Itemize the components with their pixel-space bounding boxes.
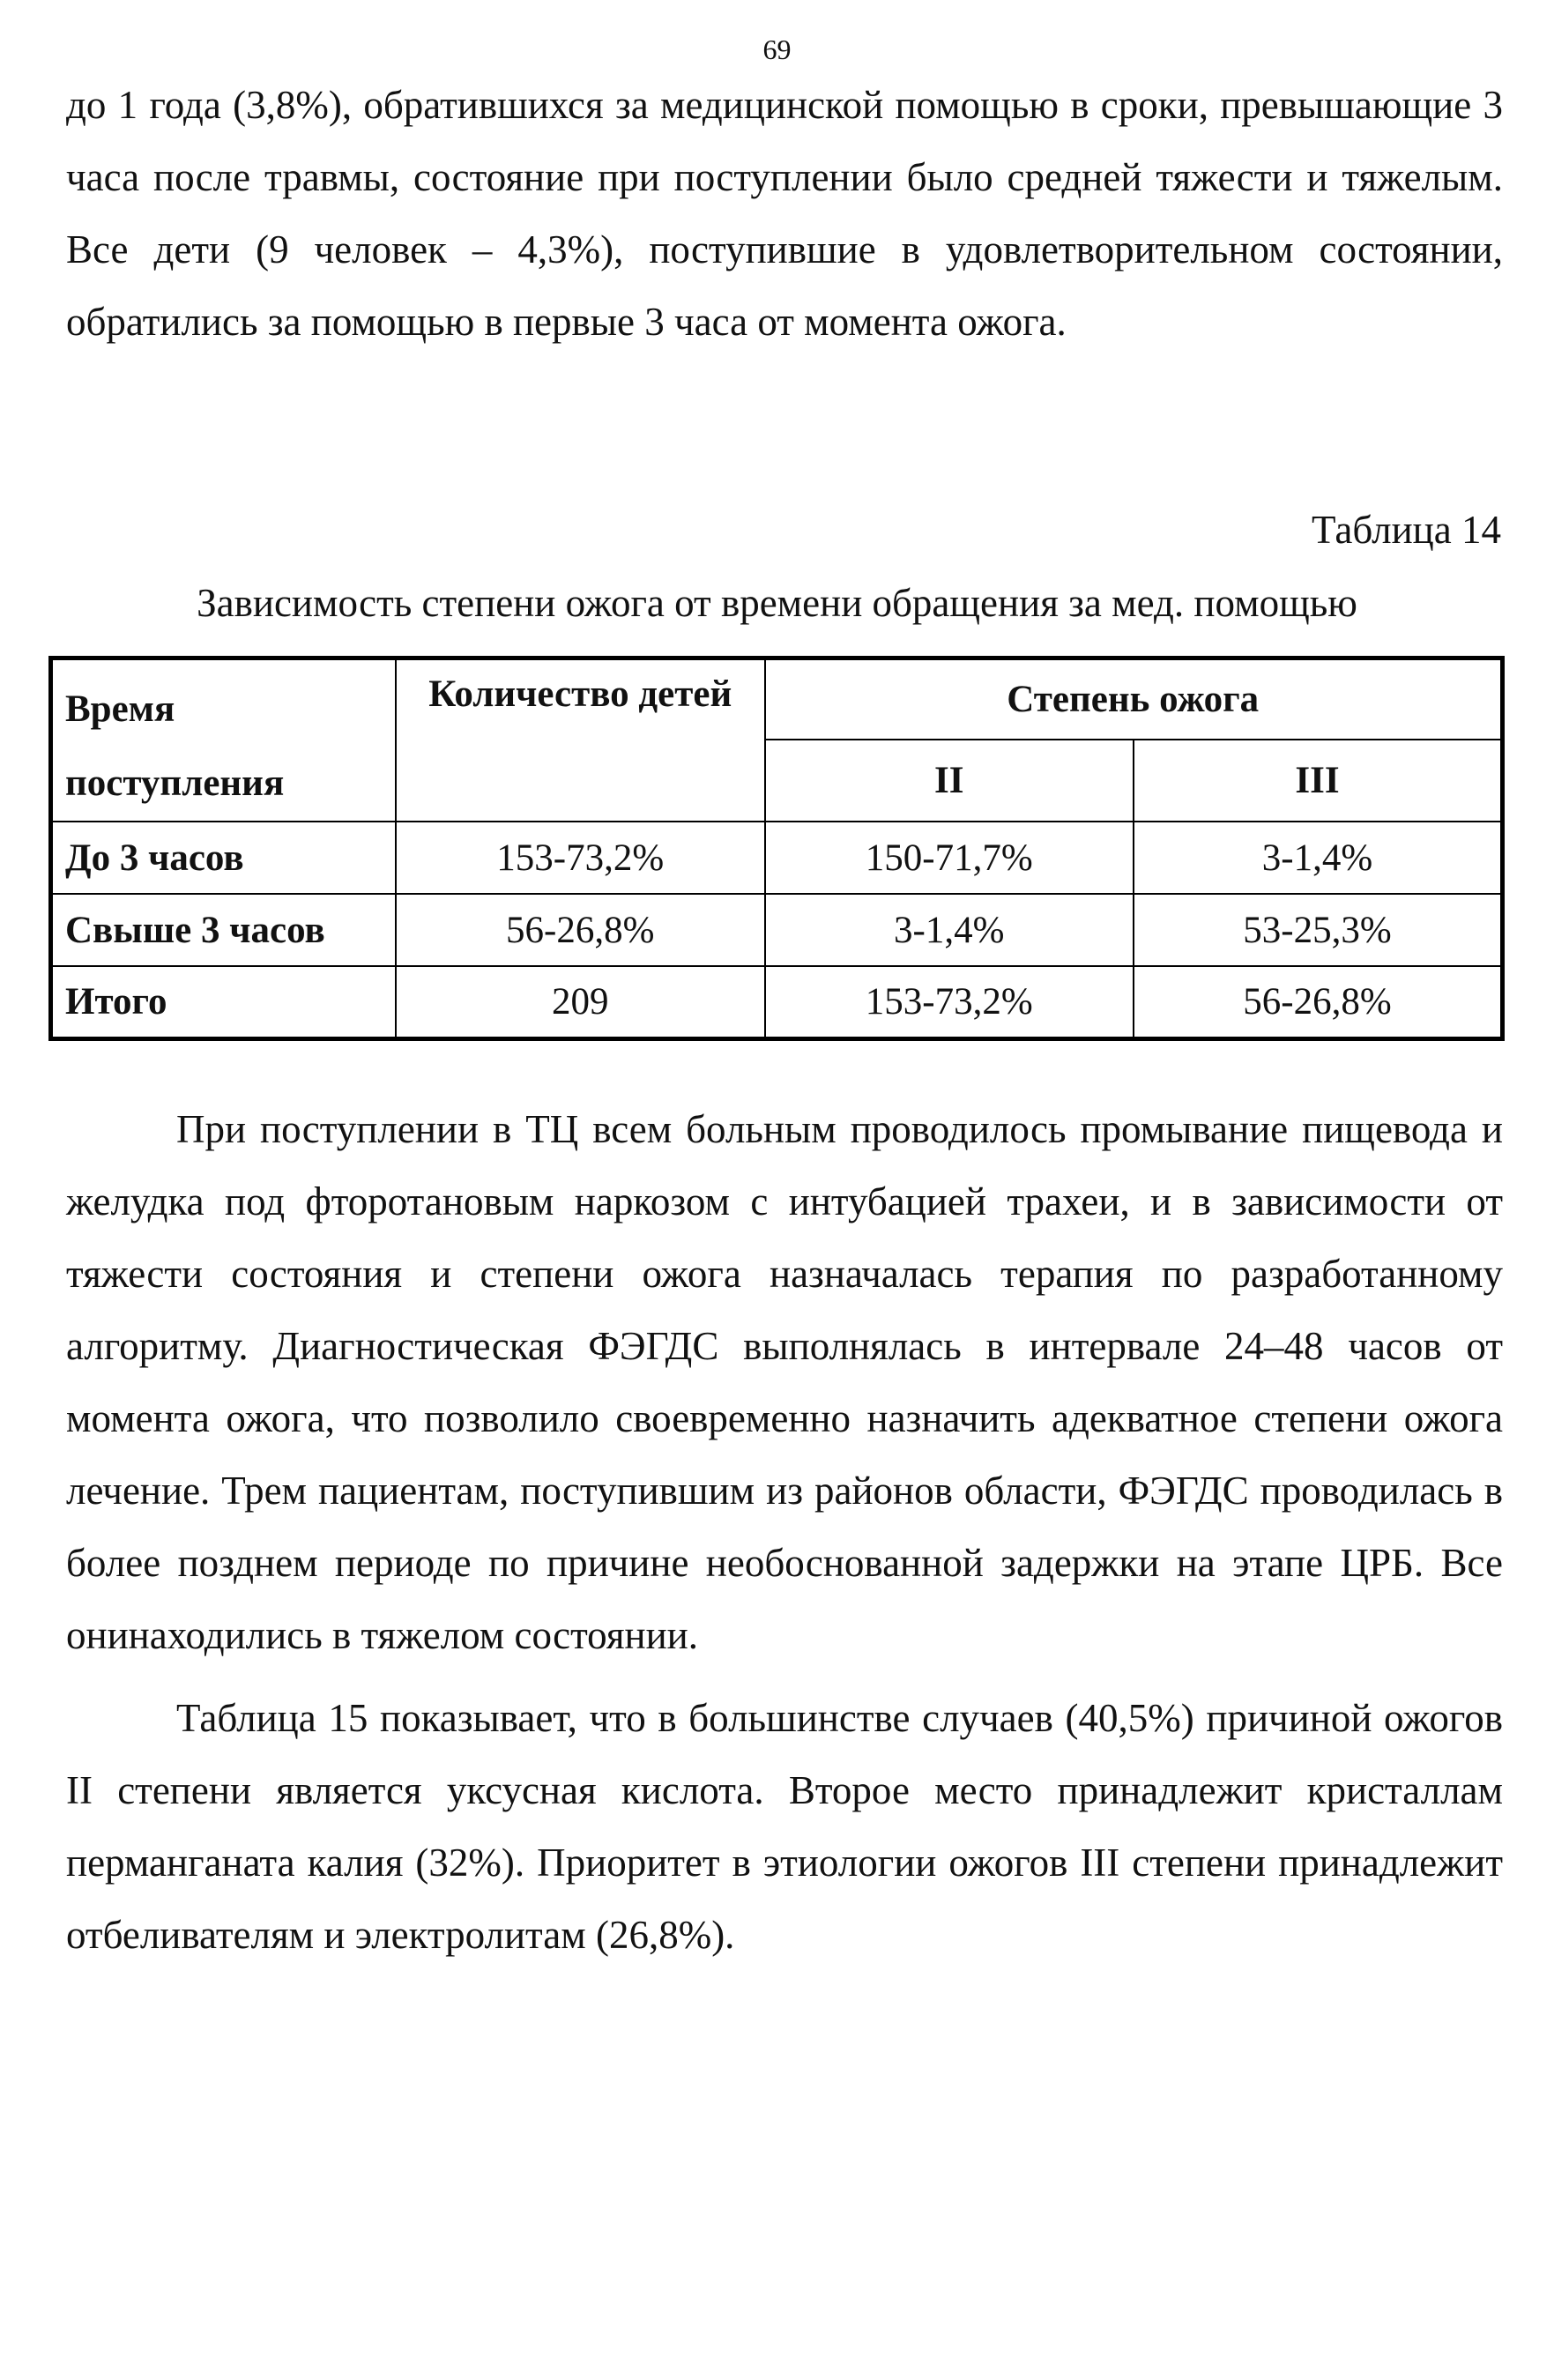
row-label: Свыше 3 часов xyxy=(51,894,397,966)
paragraph-table-15-summary: Таблица 15 показывает, что в большинстве случаев (40,5%) причиной ожогов II степени является уксусная кислота. Второе место принадлежит кристаллам перманганата калия (32%). Приоритет в этиологии ожогов III степени принадлежит отбеливателям и электролитам (26,8%). xyxy=(66,1696,1503,1957)
table-caption: Зависимость степени ожога от времени обращения за мед. помощью xyxy=(197,581,1357,625)
cell-degree-2: 3-1,4% xyxy=(765,894,1134,966)
header-admission-time xyxy=(51,658,397,822)
row-label: До 3 часов xyxy=(51,822,397,894)
table-label: Таблица 14 xyxy=(1312,508,1501,552)
header-degree-2: II xyxy=(765,740,1134,822)
header-burn-degree: Степень ожога xyxy=(765,658,1503,740)
header-time-line2: поступления xyxy=(65,762,285,804)
cell-degree-3: 3-1,4% xyxy=(1134,822,1503,894)
paragraph-continued: до 1 года (3,8%), обратившихся за медицинской помощью в сроки, превышающие 3 часа после травмы, состояние при поступлении было средней тяжести и тяжелым. Все дети (9 человек – 4,3%), поступившие в удовлетворительном состоянии, обратились за помощью в первые 3 часа от момента ожога. xyxy=(66,83,1503,344)
row-label: Итого xyxy=(51,966,397,1038)
cell-degree-2: 150-71,7% xyxy=(765,822,1134,894)
cell-degree-2: 153-73,2% xyxy=(765,966,1134,1038)
header-time-line1: Время xyxy=(65,688,175,730)
header-degree-3: III xyxy=(1134,740,1503,822)
table-row xyxy=(51,894,1503,966)
cell-degree-3: 53-25,3% xyxy=(1134,894,1503,966)
burn-degree-table xyxy=(48,656,1505,1041)
cell-count: 153-73,2% xyxy=(396,822,765,894)
cell-count: 56-26,8% xyxy=(396,894,765,966)
table-row xyxy=(51,822,1503,894)
page-number: 69 xyxy=(762,33,792,65)
cell-count: 209 xyxy=(396,966,765,1038)
cell-degree-3: 56-26,8% xyxy=(1134,966,1503,1038)
paragraph-admission-treatment: При поступлении в ТЦ всем больным проводилось промывание пищевода и желудка под фторотановым наркозом с интубацией трахеи, и в зависимости от тяжести состояния и степени ожога назначалась терапия по разработанному алгоритму. Диагностическая ФЭГДС выполнялась в интервале 24–48 часов от момента ожога, что позволило своевременно назначить адекватное степени ожога лечение. Трем пациентам, поступившим из районов области, ФЭГДС проводилась в более позднем периоде по причине необоснованной задержки на этапе ЦРБ. Все онинаходились в тяжелом состоянии. xyxy=(66,1107,1503,1657)
table-row xyxy=(51,966,1503,1038)
header-children-count: Количество детей xyxy=(396,658,765,822)
